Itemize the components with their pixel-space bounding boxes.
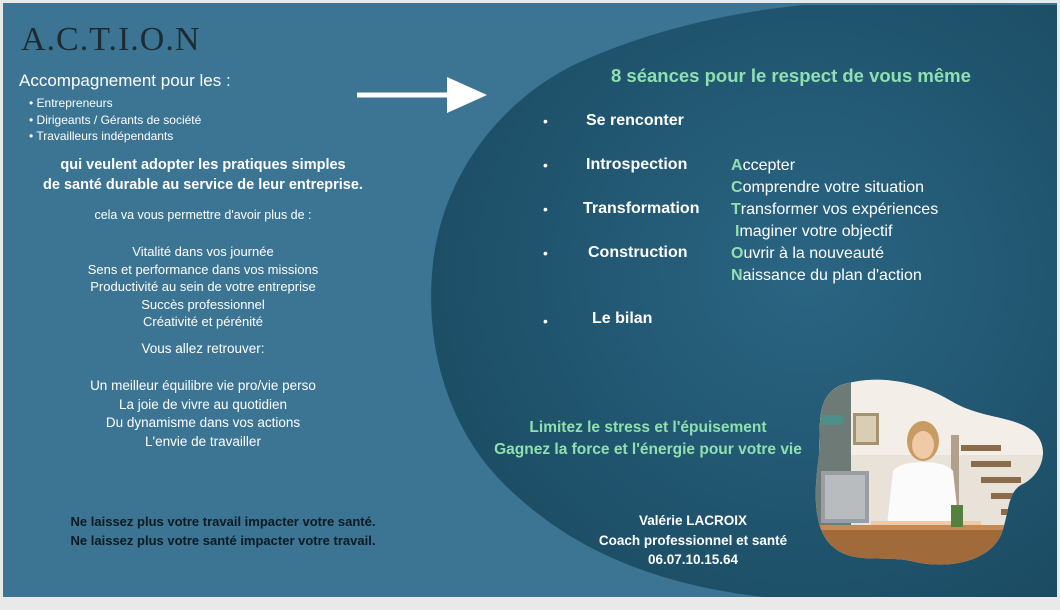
- target-item: • Dirigeants / Gérants de société: [29, 112, 201, 129]
- retrouver-list: [3, 377, 403, 451]
- flyer-slide: [3, 3, 1057, 597]
- acronym-item: [731, 155, 938, 177]
- benefit-item: Créativité et pérénité: [143, 314, 263, 329]
- acronym-word: aissance du plan d'action: [742, 267, 922, 284]
- acronym-word: ccepter: [742, 157, 796, 174]
- retrouver-item: La joie de vivre au quotidien: [118, 396, 288, 412]
- acronym-letter: T: [731, 201, 741, 218]
- bullet-icon: •: [543, 245, 548, 261]
- benefits-intro: cela va vous permettre d'avoir plus de :: [94, 208, 312, 222]
- warning-line: Ne laissez plus votre travail impacter votre santé.: [70, 514, 376, 529]
- acronym-letter: O: [731, 245, 744, 262]
- acronym-item: [731, 265, 938, 287]
- benefit-item: Vitalité dans vos journée: [132, 244, 274, 259]
- acronym-word: uvrir à la nouveauté: [743, 245, 884, 262]
- acronym-item: [731, 221, 938, 243]
- acronym-word: omprendre votre situation: [742, 179, 924, 196]
- slogan-line: Limitez le stress et l'épuisement: [529, 419, 767, 436]
- bullet-icon: •: [543, 157, 548, 173]
- acronym-item: [731, 199, 938, 221]
- target-item: • Entrepreneurs: [29, 95, 201, 112]
- retrouver-intro: Vous allez retrouver:: [141, 341, 265, 356]
- target-item: • Travailleurs indépendants: [29, 128, 201, 145]
- acronym-letter: A: [731, 157, 743, 174]
- target-list: [29, 95, 201, 145]
- acronym-word: maginer votre objectif: [739, 223, 893, 240]
- intro-text: Accompagnement pour les :: [19, 71, 231, 90]
- acronym-letter: I: [735, 223, 740, 240]
- acronym-list: [731, 155, 938, 287]
- step-introspection: Introspection: [586, 156, 688, 173]
- coach-phone: 06.07.10.15.64: [647, 552, 739, 567]
- slogan: [443, 417, 853, 461]
- step-construction: Construction: [588, 244, 688, 261]
- program-title: 8 séances pour le respect de vous même: [611, 65, 971, 86]
- step-review: Le bilan: [592, 310, 653, 327]
- acronym-letter: N: [731, 267, 743, 284]
- benefit-item: Succès professionnel: [141, 296, 265, 312]
- slogan-line: Gagnez la force et l'énergie pour votre vie: [494, 441, 802, 458]
- brand-title: A.C.T.I.O.N: [21, 21, 201, 58]
- lead-text: [3, 155, 403, 195]
- lead-line: qui veulent adopter les pratiques simples: [60, 157, 346, 173]
- benefit-item: Productivité au sein de votre entreprise: [90, 279, 316, 294]
- retrouver-item: L'envie de travailler: [145, 433, 261, 449]
- warning-text: [3, 512, 443, 550]
- retrouver-item: Du dynamisme dans vos actions: [105, 415, 301, 430]
- coach-portrait-photo: [811, 375, 1047, 571]
- step-transformation: Transformation: [583, 200, 700, 217]
- coach-signature: [573, 511, 813, 570]
- acronym-word: ransformer vos expériences: [740, 201, 939, 218]
- step-meet: Se renconter: [586, 112, 684, 129]
- acronym-letter: C: [731, 179, 743, 196]
- lead-line: de santé durable au service de leur entreprise.: [43, 177, 363, 193]
- benefit-item: Sens et performance dans vos missions: [87, 261, 319, 277]
- bullet-icon: •: [543, 201, 548, 217]
- bullet-icon: •: [543, 313, 548, 329]
- benefits-list: [3, 243, 403, 331]
- acronym-item: [731, 243, 938, 265]
- acronym-item: [731, 177, 938, 199]
- arrow-right-icon: [355, 73, 495, 117]
- bullet-icon: •: [543, 113, 548, 129]
- coach-role: Coach professionnel et santé: [598, 532, 788, 548]
- warning-line: Ne laissez plus votre santé impacter votre travail.: [70, 533, 376, 548]
- coach-name: Valérie LACROIX: [638, 513, 748, 528]
- retrouver-item: Un meilleur équilibre vie pro/vie perso: [90, 378, 316, 393]
